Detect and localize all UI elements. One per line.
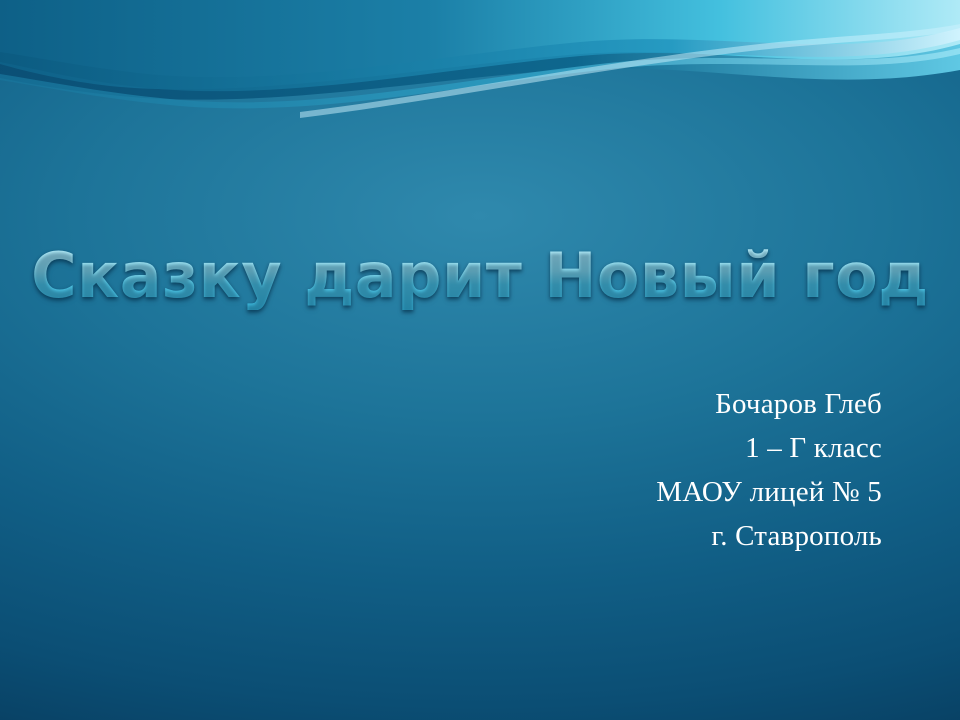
slide-title: Сказку дарит Новый год — [25, 243, 935, 310]
subtitle-line-school: МАОУ лицей № 5 — [656, 476, 882, 509]
subtitle-line-city: г. Ставрополь — [711, 520, 882, 553]
wave-ribbon-decoration — [0, 0, 960, 140]
slide-subtitle-block — [362, 382, 882, 558]
subtitle-line-class: 1 – Г класс — [745, 432, 882, 465]
subtitle-line-author: Бочаров Глеб — [715, 388, 882, 420]
slide-title-container — [0, 239, 960, 312]
